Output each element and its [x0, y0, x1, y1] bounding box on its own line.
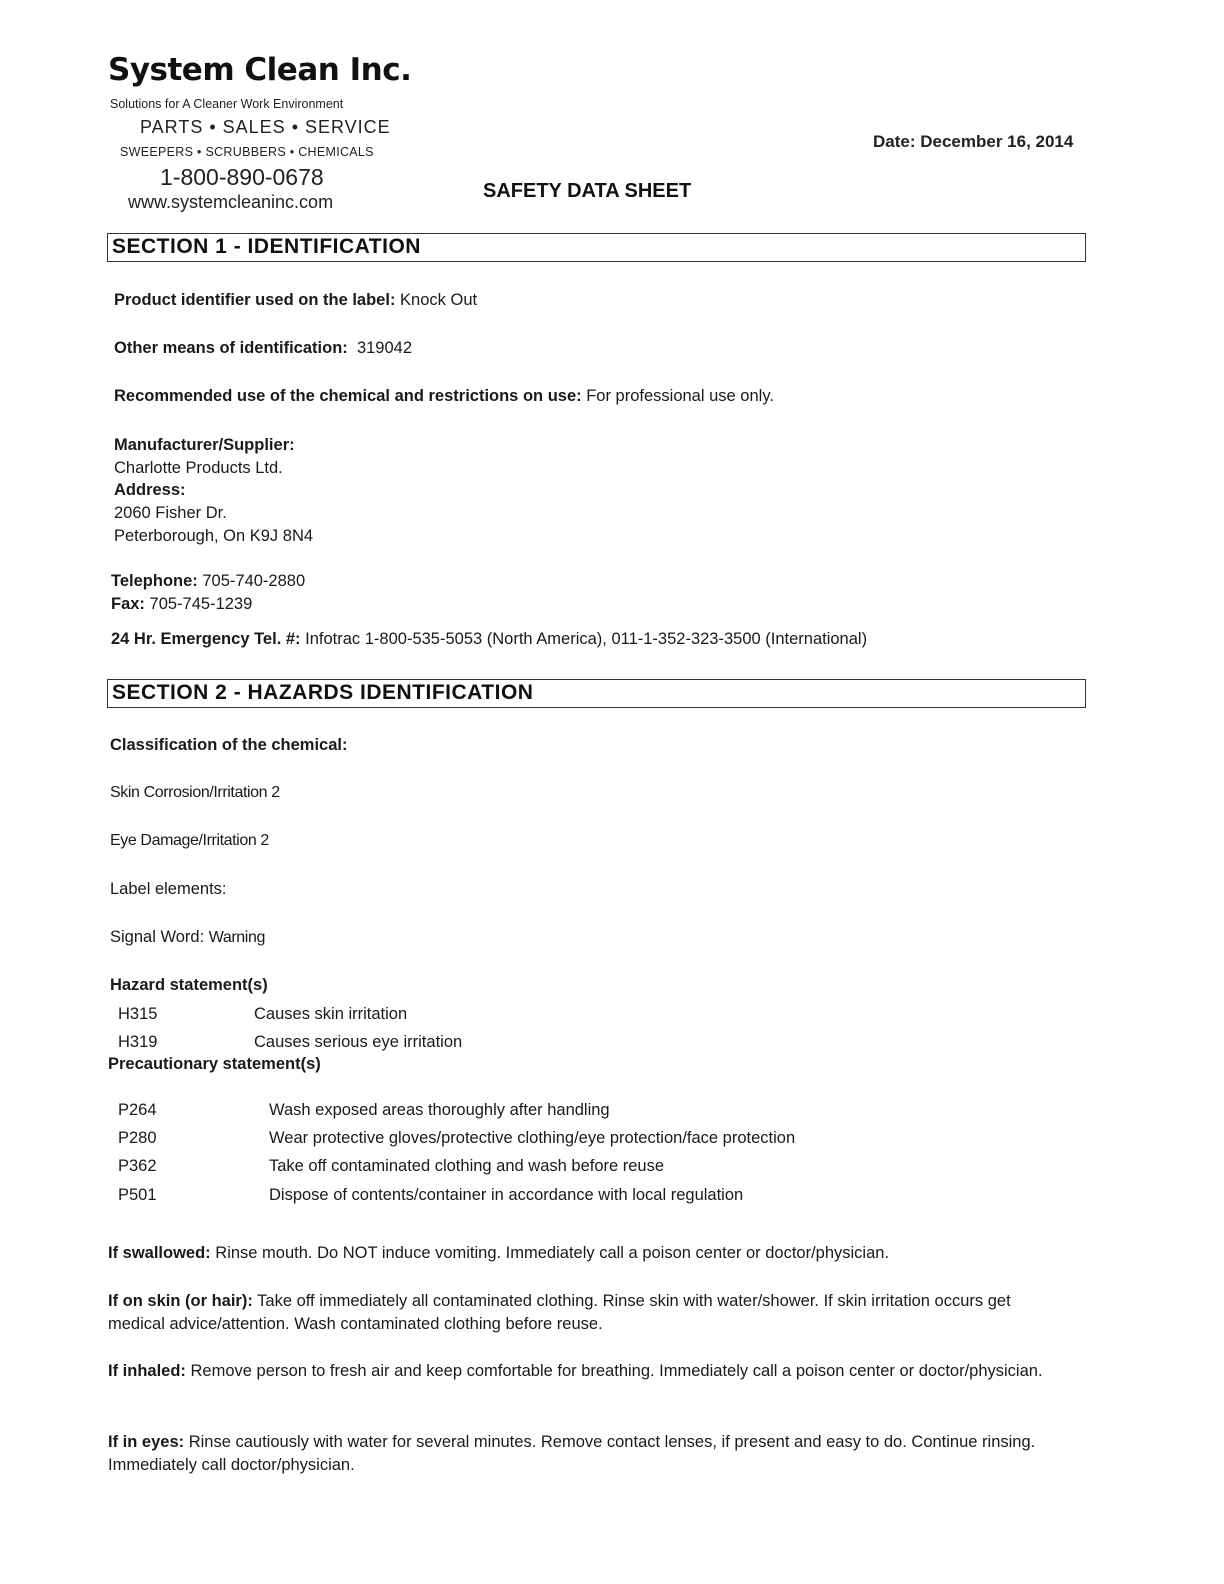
fax-value: 705-745-1239 — [149, 595, 253, 613]
recommended-use-label: Recommended use of the chemical and restrictions on use: — [114, 387, 582, 405]
signal-word — [110, 928, 265, 947]
first-aid-inhaled-label: If inhaled: — [108, 1362, 186, 1380]
first-aid-skin-text: Take off immediately all contaminated clothing. Rinse skin with water/shower. If skin irritation occurs get medical advice/attention. Wash contaminated clothing before reuse. — [108, 1292, 1011, 1333]
classification-label: Classification of the chemical: — [110, 736, 348, 754]
other-identification — [114, 339, 412, 358]
telephone-value: 705-740-2880 — [202, 572, 306, 590]
precaution-code: P264 — [118, 1101, 157, 1119]
manufacturer-value: Charlotte Products Ltd. — [114, 459, 283, 477]
recommended-use — [114, 387, 774, 406]
company-phone: 1-800-890-0678 — [160, 164, 324, 190]
document-title: SAFETY DATA SHEET — [483, 180, 692, 202]
signal-word-label: Signal Word: — [110, 928, 205, 946]
first-aid-eyes-text: Rinse cautiously with water for several minutes. Remove contact lenses, if present and easy to do. Continue rinsing. Immediately call doctor/physician. — [108, 1433, 1036, 1474]
address-label: Address: — [114, 481, 186, 499]
section-1-title: SECTION 1 - IDENTIFICATION — [112, 235, 421, 258]
emergency-phone-value: Infotrac 1-800-535-5053 (North America), 011-1-352-323-3500 (International) — [305, 630, 868, 648]
precaution-text: Take off contaminated clothing and wash before reuse — [269, 1157, 665, 1175]
precaution-code: P501 — [118, 1186, 157, 1204]
hazard-text: Causes skin irritation — [254, 1005, 408, 1023]
company-logo: System Clean Inc. — [108, 52, 412, 88]
fax-label: Fax: — [111, 595, 145, 613]
precaution-code: P362 — [118, 1157, 157, 1175]
precautionary-statements-label: Precautionary statement(s) — [108, 1055, 321, 1073]
first-aid-eyes-label: If in eyes: — [108, 1433, 185, 1451]
first-aid-swallowed — [108, 1242, 1068, 1265]
manufacturer-label: Manufacturer/Supplier: — [114, 436, 295, 454]
first-aid-inhaled-text: Remove person to fresh air and keep comfortable for breathing. Immediately call a poison center or doctor/physician. — [190, 1362, 1043, 1380]
classification-eye: Eye Damage/Irritation 2 — [110, 832, 269, 849]
signal-word-value: Warning — [208, 929, 265, 946]
emergency-phone-label: 24 Hr. Emergency Tel. #: — [111, 630, 301, 648]
fax — [111, 595, 252, 614]
recommended-use-value: For professional use only. — [586, 387, 774, 405]
telephone-label: Telephone: — [111, 572, 198, 590]
telephone — [111, 572, 305, 591]
first-aid-eyes — [108, 1431, 1068, 1477]
product-identifier — [114, 291, 477, 310]
section-2-title: SECTION 2 - HAZARDS IDENTIFICATION — [112, 681, 534, 704]
section-1-header — [107, 233, 1086, 262]
document-date: Date: December 16, 2014 — [873, 132, 1074, 151]
hazard-statements-label: Hazard statement(s) — [110, 976, 268, 994]
precaution-text: Dispose of contents/container in accordance with local regulation — [269, 1186, 744, 1204]
first-aid-skin — [108, 1290, 1068, 1336]
classification-skin: Skin Corrosion/Irritation 2 — [110, 784, 280, 801]
first-aid-swallowed-text: Rinse mouth. Do NOT induce vomiting. Immediately call a poison center or doctor/physician. — [215, 1244, 890, 1262]
hazard-text: Causes serious eye irritation — [254, 1033, 463, 1051]
first-aid-swallowed-label: If swallowed: — [108, 1244, 211, 1262]
precaution-code: P280 — [118, 1129, 157, 1147]
product-identifier-label: Product identifier used on the label: — [114, 291, 396, 309]
other-identification-label: Other means of identification: — [114, 339, 348, 357]
precaution-text: Wash exposed areas thoroughly after handling — [269, 1101, 610, 1119]
other-identification-value: 319042 — [356, 339, 413, 357]
section-2-header — [107, 679, 1086, 708]
address-line-1: 2060 Fisher Dr. — [114, 504, 227, 522]
first-aid-inhaled — [108, 1360, 1068, 1383]
emergency-phone — [111, 630, 867, 649]
precaution-text: Wear protective gloves/protective clothing/eye protection/face protection — [269, 1129, 796, 1147]
product-identifier-value: Knock Out — [400, 291, 478, 309]
company-tagline: Solutions for A Cleaner Work Environment — [110, 97, 344, 111]
address-line-2: Peterborough, On K9J 8N4 — [114, 527, 314, 545]
hazard-code: H319 — [118, 1033, 158, 1051]
label-elements: Label elements: — [110, 880, 227, 898]
first-aid-skin-label: If on skin (or hair): — [108, 1292, 253, 1310]
company-website: www.systemcleaninc.com — [128, 192, 334, 212]
company-services: PARTS • SALES • SERVICE — [140, 117, 391, 137]
hazard-code: H315 — [118, 1005, 158, 1023]
company-products: SWEEPERS • SCRUBBERS • CHEMICALS — [120, 145, 374, 159]
